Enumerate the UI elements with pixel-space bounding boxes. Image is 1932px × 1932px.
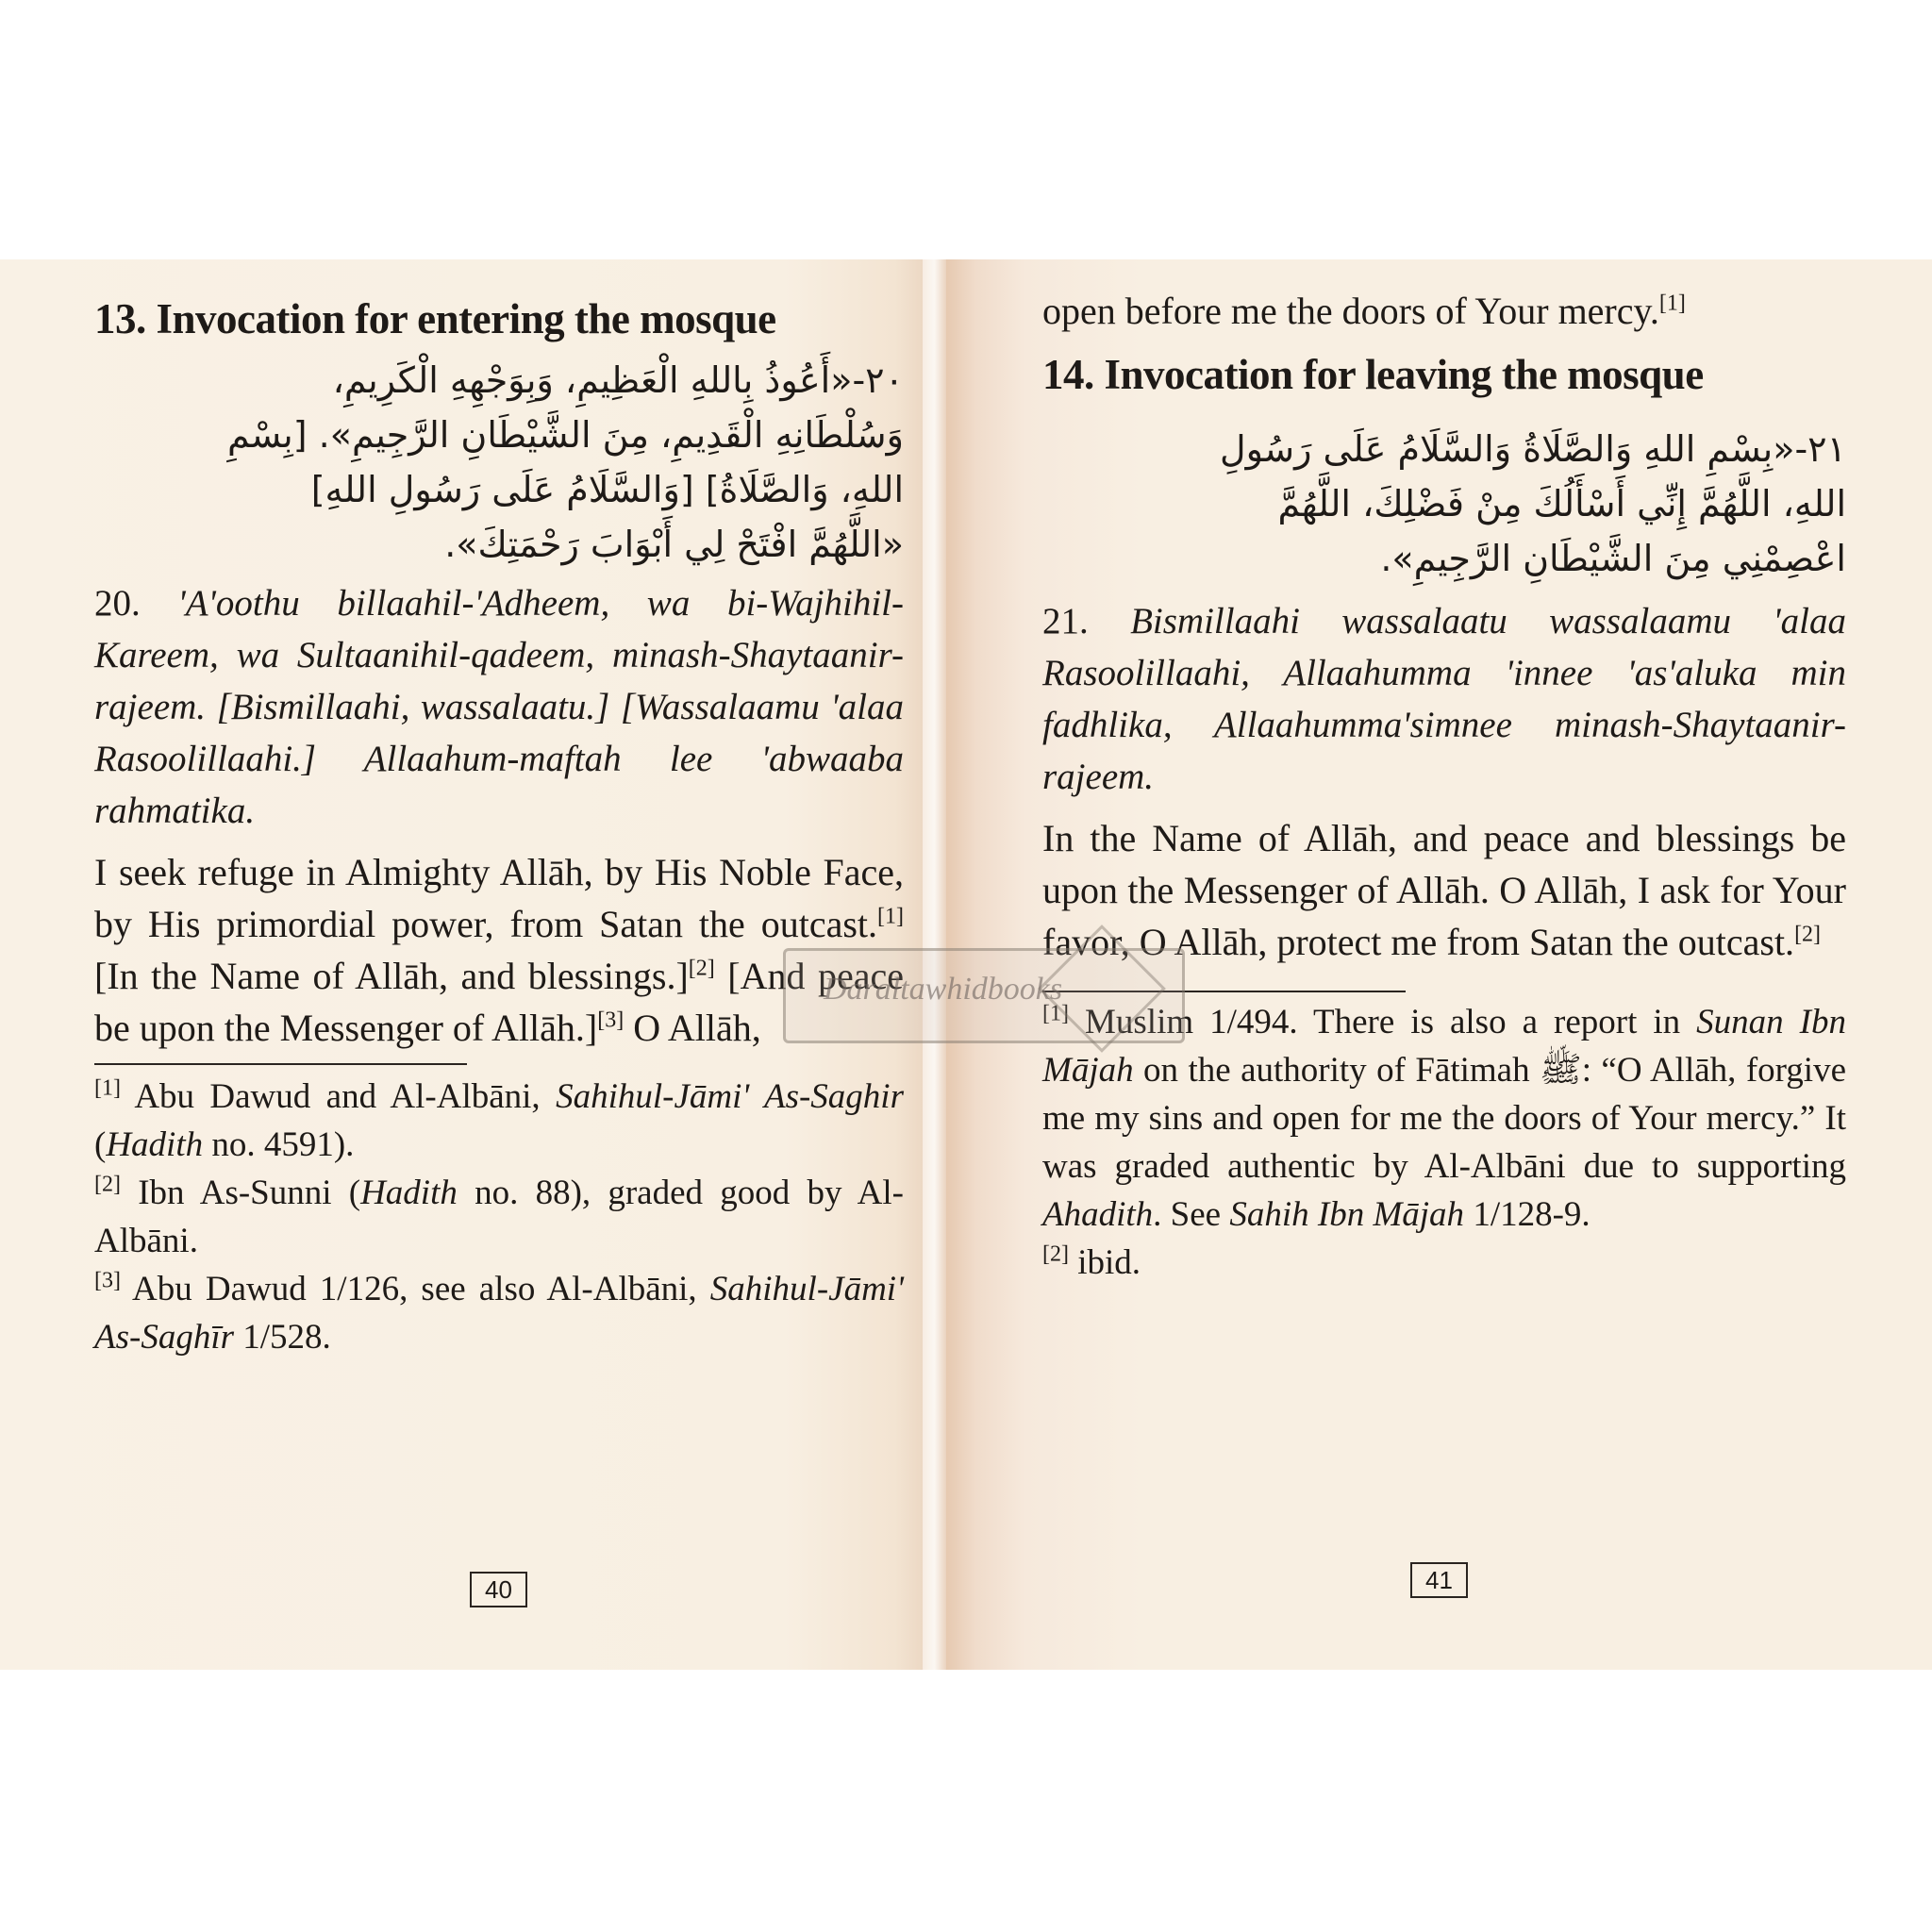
arabic-line: «اللَّهُمَّ افْتَحْ لِي أَبْوَابَ رَحْمَتِكَ».: [444, 524, 904, 565]
watermark-text: Daraltawhidbooks: [824, 972, 1063, 1007]
footnote-mark: [3]: [94, 1268, 121, 1293]
footnote-ref[interactable]: [3]: [597, 1008, 625, 1033]
footnote-2: [1042, 1239, 1846, 1287]
page-number-41: 41: [1410, 1562, 1468, 1598]
page-number-40: 40: [470, 1572, 527, 1607]
footnote-text: . See: [1153, 1195, 1230, 1234]
arabic-line: اللهِ، وَالصَّلَاةُ] [وَالسَّلَامُ عَلَى رَسُولِ اللهِ]: [310, 469, 904, 510]
footnote-text: Abu Dawud 1/126, see also Al-Albāni,: [120, 1270, 710, 1308]
transliteration-text: 'A'oothu billaahil-'Adheem, wa bi-Wajhihil-Kareem, wa Sultaanihil-qadeem, minash-Shaytaanir-rajeem. [Bismillaahi, wassalaatu.] [Wassalaamu 'alaa Rasoolillaahi.] Allaahum-maftah lee 'abwaaba rahmatika.: [94, 583, 905, 831]
section-heading-13: 13. Invocation for entering the mosque: [94, 295, 776, 342]
footnote-text: Muslim 1/494. There is also a report in: [1068, 1003, 1697, 1041]
footnote-text: 1/528.: [234, 1318, 331, 1357]
translation-text: open before me the doors of Your mercy.: [1042, 290, 1659, 332]
dua-number: 21.: [1042, 601, 1089, 641]
footnote-italic: Sahihul-Jāmi' As-Saghīr: [94, 1270, 904, 1357]
footnote-2: [94, 1169, 904, 1265]
footnote-italic: Sahihul-Jāmi' As-Saghir: [556, 1077, 904, 1116]
arabic-line: ٢١-«بِسْمِ اللهِ وَالصَّلَاةُ وَالسَّلَامُ عَلَى رَسُولِ: [1219, 428, 1846, 470]
footnote-text: no. 4591).: [203, 1125, 355, 1164]
footnote-text: ibid.: [1068, 1243, 1141, 1282]
translation-text: I seek refuge in Almighty Allāh, by His Noble Face, by His primordial power, from Satan the outcast.: [94, 851, 904, 945]
arabic-line: وَسُلْطَانِهِ الْقَدِيمِ، مِنَ الشَّيْطَانِ الرَّجِيمِ». [بِسْمِ: [226, 414, 904, 456]
transliteration-text: Bismillaahi wassalaatu wassalaamu 'alaa Rasoolillaahi, Allaahumma 'innee 'as'aluka min fadhlika, Allaahumma'simnee minash-Shaytaanir-rajeem.: [1042, 601, 1846, 797]
translation-text: O Allāh,: [624, 1007, 761, 1049]
footnote-italic: Hadith: [106, 1125, 204, 1164]
footnote-1: [94, 1073, 904, 1169]
right-page-content: [1042, 285, 1846, 1287]
footnote-ref[interactable]: [1]: [1658, 291, 1686, 316]
translation-text: In the Name of Allāh, and peace and blessings be upon the Messenger of Allāh. O Allāh, I ask for Your favor, O Allāh, protect me from Satan the outcast.: [1042, 817, 1846, 963]
arabic-line: اعْصِمْنِي مِنَ الشَّيْطَانِ الرَّجِيمِ».: [1380, 538, 1846, 579]
footnote-text: on the authority of Fātimah ﷺ: “O Allāh, forgive me my sins and open for me the doors of Your mercy.” It was graded authentic by Al-Albāni due to supporting: [1042, 1051, 1846, 1186]
footnote-divider: [94, 1063, 467, 1065]
continuation-text: [1042, 285, 1846, 337]
transliteration-21: [1042, 595, 1846, 803]
transliteration-20: [94, 577, 904, 837]
footnote-italic: Sahih Ibn Mājah: [1229, 1195, 1465, 1234]
translation-text: [In the Name of Allāh, and blessings.]: [94, 955, 689, 997]
footnote-ref[interactable]: [2]: [688, 956, 715, 981]
footnote-mark: [2]: [1042, 1241, 1069, 1267]
arabic-line: اللهِ، اللَّهُمَّ إِنِّي أَسْأَلُكَ مِنْ فَضْلِكَ، اللَّهُمَّ: [1277, 483, 1846, 525]
footnote-text: Abu Dawud and Al-Albāni,: [120, 1077, 557, 1116]
section-heading-14: 14. Invocation for leaving the mosque: [1042, 351, 1704, 398]
footnote-italic: Ahadith: [1042, 1195, 1154, 1234]
footnote-italic: Sunan Ibn Mājah: [1042, 1003, 1847, 1090]
footnote-text: 1/128-9.: [1464, 1195, 1591, 1234]
footnote-mark: [1]: [94, 1075, 121, 1101]
footnote-3: [94, 1265, 904, 1361]
translation-21: [1042, 812, 1846, 968]
arabic-line: ٢٠-«أَعُوذُ بِاللهِ الْعَظِيمِ، وَبِوَجْهِهِ الْكَرِيمِ،: [332, 359, 904, 401]
footnote-italic: Hadith: [360, 1174, 458, 1212]
footnote-mark: [1]: [1042, 1001, 1069, 1026]
footnote-mark: [2]: [94, 1172, 121, 1197]
footnote-text: Ibn As-Sunni (: [120, 1174, 361, 1212]
footnote-text: (: [94, 1125, 107, 1164]
footnote-text: no. 88), graded good by Al-Albāni.: [94, 1174, 904, 1260]
dua-number: 20.: [94, 583, 141, 624]
footnote-ref[interactable]: [2]: [1794, 922, 1822, 947]
left-page-content: [94, 292, 904, 1361]
translation-text: [And peace be upon the Messenger of Allāh.]: [94, 955, 904, 1049]
footnote-ref[interactable]: [1]: [877, 904, 904, 929]
